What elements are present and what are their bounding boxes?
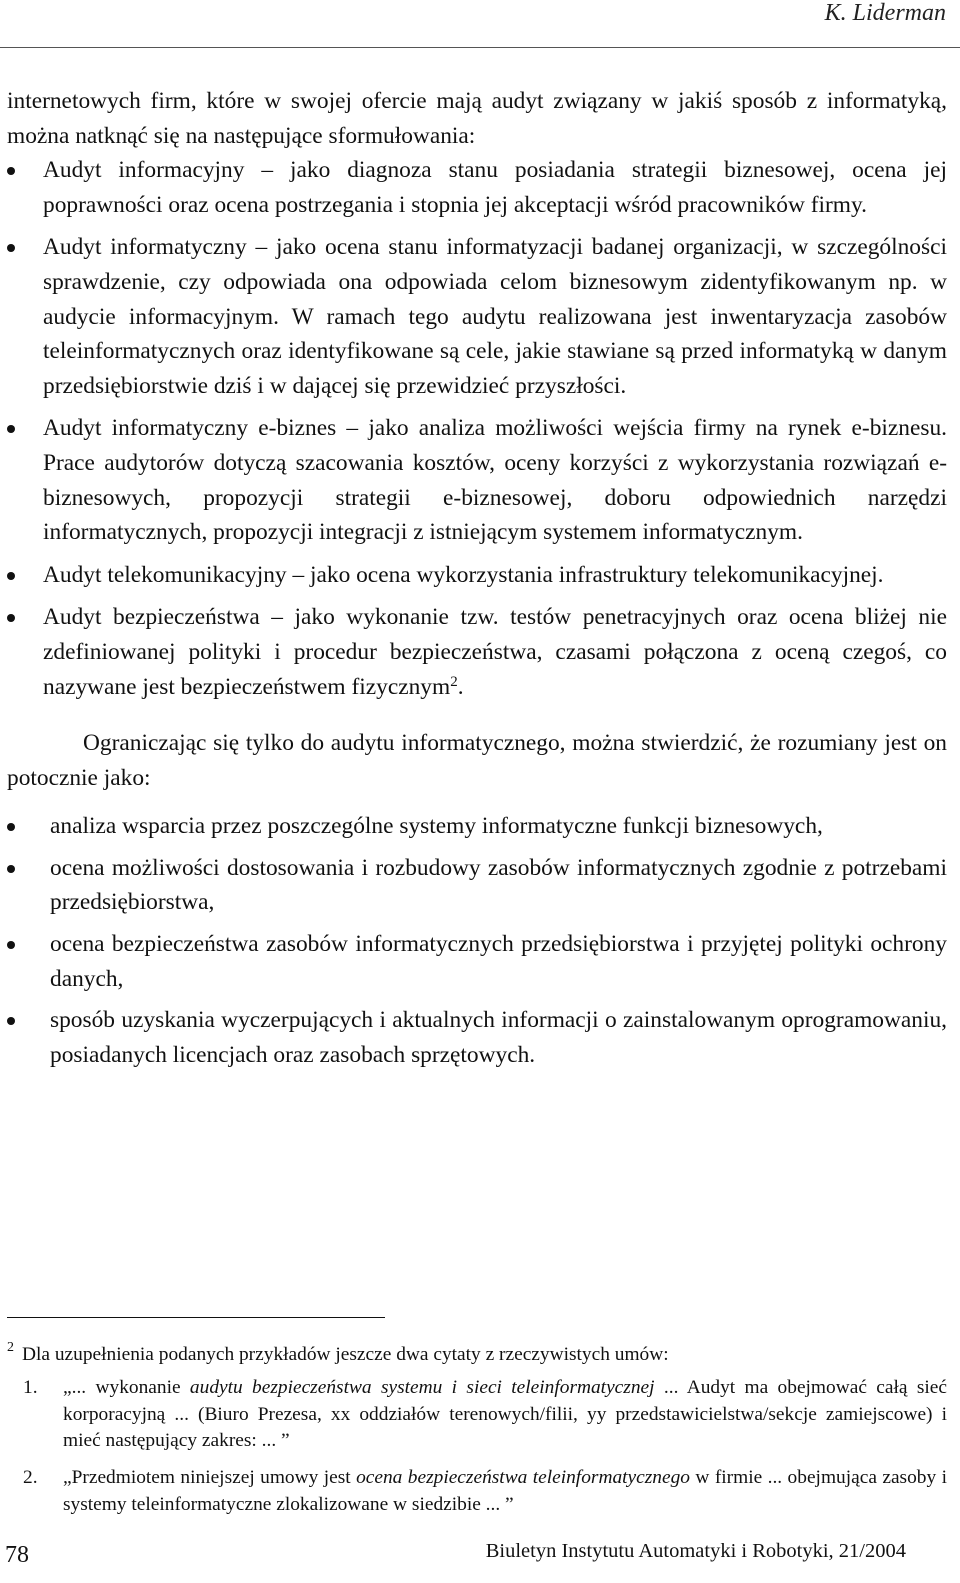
publication-title: Biuletyn Instytutu Automatyki i Robotyki, 21/2004 [485, 1540, 906, 1562]
body-paragraph: Ograniczając się tylko do audytu informatycznego, można stwierdzić, że rozumiany jest on potocznie jako: [7, 730, 947, 791]
quote-index: 1. [23, 1376, 38, 1398]
footnote-quotes [7, 1375, 947, 1519]
list-item [7, 230, 947, 403]
list-item [7, 558, 947, 593]
list-item [7, 851, 947, 920]
audit-scope-list [7, 809, 947, 1072]
bullet-icon [7, 865, 15, 873]
page-number: 78 [5, 1542, 29, 1568]
quote-text: „... wykonanie [63, 1376, 190, 1398]
footnotes [7, 1335, 947, 1519]
list-item-text: ocena możliwości dostosowania i rozbudowy zasobów informatycznych zgodnie z potrzebami przedsiębiorstwa, [50, 854, 947, 916]
bullet-icon [7, 572, 15, 580]
list-item [7, 153, 947, 222]
list-item [7, 927, 947, 996]
list-item [7, 600, 947, 704]
footnote-heading-text: Dla uzupełnienia podanych przykładów jeszcze dwa cytaty z rzeczywistych umów: [22, 1344, 669, 1365]
bullet-icon [7, 425, 15, 433]
list-item-text: sposób uzyskania wyczerpujących i aktualnych informacji o zainstalowanym oprogramowaniu, posiadanych licencjach oraz zasobach sprzętowych. [50, 1007, 947, 1068]
footnote-quote [7, 1375, 947, 1455]
quote-text: w firmie ... obejmująca zasoby i systemy teleinformatyczne zlokalizowane w siedzibie ... ” [63, 1467, 947, 1515]
bullet-icon [7, 614, 15, 622]
quote-index: 2. [23, 1467, 38, 1489]
audit-types-list [7, 153, 947, 704]
list-item [7, 411, 947, 549]
bullet-icon [7, 167, 15, 175]
footnote-heading [7, 1335, 947, 1369]
list-item [7, 1003, 947, 1072]
footnote-rule [7, 1317, 385, 1318]
list-item-text: ocena bezpieczeństwa zasobów informatycznych przedsiębiorstwa i przyjętej polityki ochrony danych, [50, 931, 947, 992]
footnote-number: 2 [7, 1340, 14, 1355]
quote-text: ... Audyt ma obejmować całą sieć korporacyjną ... (Biuro Prezesa, xx oddziałów terenowych/filii, yy przedstawicielstwa/sekcje zamiejscowe) i mieć następujący zakres: ... ” [63, 1376, 947, 1452]
header-rule [0, 47, 960, 48]
sentence-end: . [457, 673, 464, 700]
footnote-reference[interactable]: 2 [450, 673, 458, 690]
bullet-icon [7, 823, 15, 831]
bullet-icon [7, 1017, 15, 1025]
footnote-quote [7, 1465, 947, 1519]
bullet-icon [7, 941, 15, 949]
list-item-text: Audyt telekomunikacyjny – jako ocena wykorzystania infrastruktury telekomunikacyjnej. [43, 561, 884, 588]
bullet-icon [7, 244, 15, 252]
list-item-text: Audyt informacyjny – jako diagnoza stanu posiadania strategii biznesowej, ocena jej poprawności oraz ocena postrzegania i stopnia jej akceptacji wśród pracowników firmy. [43, 157, 947, 218]
quote-emphasis: ocena bezpieczeństwa teleinformatycznego [356, 1467, 690, 1489]
quote-text: „Przedmiotem niniejszej umowy jest [63, 1467, 357, 1489]
list-item-text: Audyt informatyczny – jako ocena stanu informatyzacji badanej organizacji, w szczególności sprawdzenie, czy odpowiada ona odpowiada celom biznesowym zidentyfikowanym np. w audycie informacyjnym. W ramach tego audytu realizowana jest inwentaryzacja zasobów teleinformatycznych oraz identyfikowane są cele, jakie stawiane są przed informatyką w danym przedsiębiorstwie dziś i w dającej się przewidzieć przyszłości. [43, 234, 947, 399]
list-item-text: Audyt bezpieczeństwa – jako wykonanie tzw. testów penetracyjnych oraz ocena bliżej nie zdefiniowanej polityki i procedur bezpieczeństwa, czasami połączona z oceną czegoś, co nazywane jest bezpieczeństwem fizycznym [43, 604, 947, 700]
running-head: K. Liderman [824, 0, 946, 26]
list-item-text: analiza wsparcia przez poszczególne systemy informatyczne funkcji biznesowych, [50, 813, 823, 840]
quote-emphasis: audytu bezpieczeństwa systemu i sieci teleinformatycznej [189, 1376, 655, 1398]
intro-paragraph: internetowych firm, które w swojej ofercie mają audyt związany w jakiś sposób z informatyką, można natknąć się na następujące sformułowania: [7, 88, 947, 149]
list-item [7, 809, 947, 844]
list-item-text: Audyt informatyczny e-biznes – jako analiza możliwości wejścia firmy na rynek e-biznesu. Prace audytorów dotyczą szacowania kosztów, oceny korzyści z wykorzystania rozwiązań e-biznesowych, propozycji strategii e-biznesowej, doboru odpowiednich narzędzi informatycznych, propozycji integracji z istniejącym systemem informatycznym. [43, 415, 947, 546]
page-body [7, 84, 947, 1072]
